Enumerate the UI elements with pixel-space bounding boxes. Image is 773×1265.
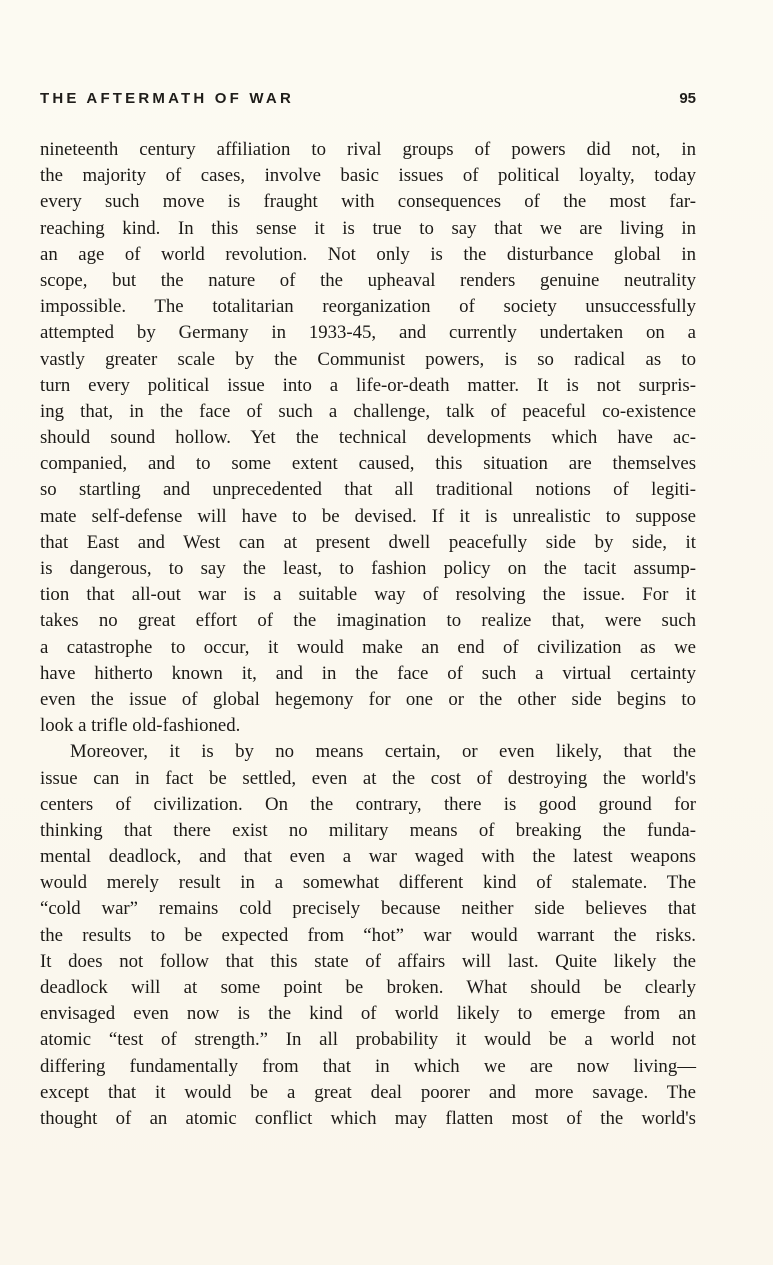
text-line: except that it would be a great deal poorer and more savage. The (40, 1081, 696, 1103)
text-line: thought of an atomic conflict which may flatten most of the world's (40, 1107, 696, 1129)
paragraph (40, 739, 696, 1132)
text-line: envisaged even now is the kind of world likely to emerge from an (40, 1003, 696, 1025)
text-line: is dangerous, to say the least, to fashion policy on the tacit assump- (40, 558, 696, 579)
text-line: mate self-defense will have to be devised. If it is unrealistic to suppose (40, 505, 696, 527)
text-line: the majority of cases, involve basic issues of political loyalty, today (40, 165, 696, 187)
text-line: even the issue of global hegemony for one or the other side begins to (40, 688, 696, 710)
text-line: deadlock will at some point be broken. What should be clearly (40, 977, 696, 998)
text-line: turn every political issue into a life-or-death matter. It is not surpris- (40, 374, 696, 396)
text-line: attempted by Germany in 1933-45, and currently undertaken on a (40, 322, 696, 344)
text-line: nineteenth century affiliation to rival groups of powers did not, in (40, 139, 696, 160)
text-line: the results to be expected from “hot” war would warrant the risks. (40, 924, 696, 946)
text-line: scope, but the nature of the upheaval renders genuine neutrality (40, 269, 696, 291)
text-line: would merely result in a somewhat different kind of stalemate. The (40, 872, 696, 894)
text-line: mental deadlock, and that even a war waged with the latest weapons (40, 846, 696, 868)
text-line: impossible. The totalitarian reorganization of society unsuccessfully (40, 296, 696, 318)
running-head (40, 90, 696, 114)
page-number: 95 (679, 90, 696, 107)
text-line: companied, and to some extent caused, this situation are themselves (40, 453, 696, 475)
text-line: Moreover, it is by no means certain, or even likely, that the (70, 741, 696, 763)
text-line: issue can in fact be settled, even at the cost of destroying the world's (40, 767, 696, 789)
text-line: vastly greater scale by the Communist powers, is so radical as to (40, 348, 696, 370)
text-line: tion that all-out war is a suitable way of resolving the issue. For it (40, 584, 696, 606)
text-line: a catastrophe to occur, it would make an end of civilization as we (40, 636, 696, 658)
text-line: every such move is fraught with consequences of the most far- (40, 191, 696, 213)
text-line: ing that, in the face of such a challenge, talk of peaceful co-existence (40, 400, 696, 422)
text-line: look a trifle old-fashioned. (40, 715, 241, 737)
text-line: differing fundamentally from that in which we are now living— (40, 1055, 696, 1077)
text-line: “cold war” remains cold precisely because neither side believes that (40, 898, 696, 920)
text-line: takes no great effort of the imagination to realize that, were such (40, 610, 696, 632)
body-text (40, 137, 696, 1132)
text-line: atomic “test of strength.” In all probability it would be a world not (40, 1029, 696, 1051)
paragraph (40, 137, 696, 739)
text-line: an age of world revolution. Not only is the disturbance global in (40, 243, 696, 265)
text-line: It does not follow that this state of affairs will last. Quite likely the (40, 950, 696, 972)
text-line: thinking that there exist no military means of breaking the funda- (40, 819, 696, 841)
text-line: centers of civilization. On the contrary, there is good ground for (40, 793, 696, 815)
text-line: should sound hollow. Yet the technical developments which have ac- (40, 427, 696, 449)
text-line: so startling and unprecedented that all traditional notions of legiti- (40, 479, 696, 501)
chapter-running-title: THE AFTERMATH OF WAR (40, 90, 294, 107)
text-line: reaching kind. In this sense it is true to say that we are living in (40, 217, 696, 239)
text-line: that East and West can at present dwell peacefully side by side, it (40, 531, 696, 553)
text-line: have hitherto known it, and in the face of such a virtual certainty (40, 662, 696, 684)
